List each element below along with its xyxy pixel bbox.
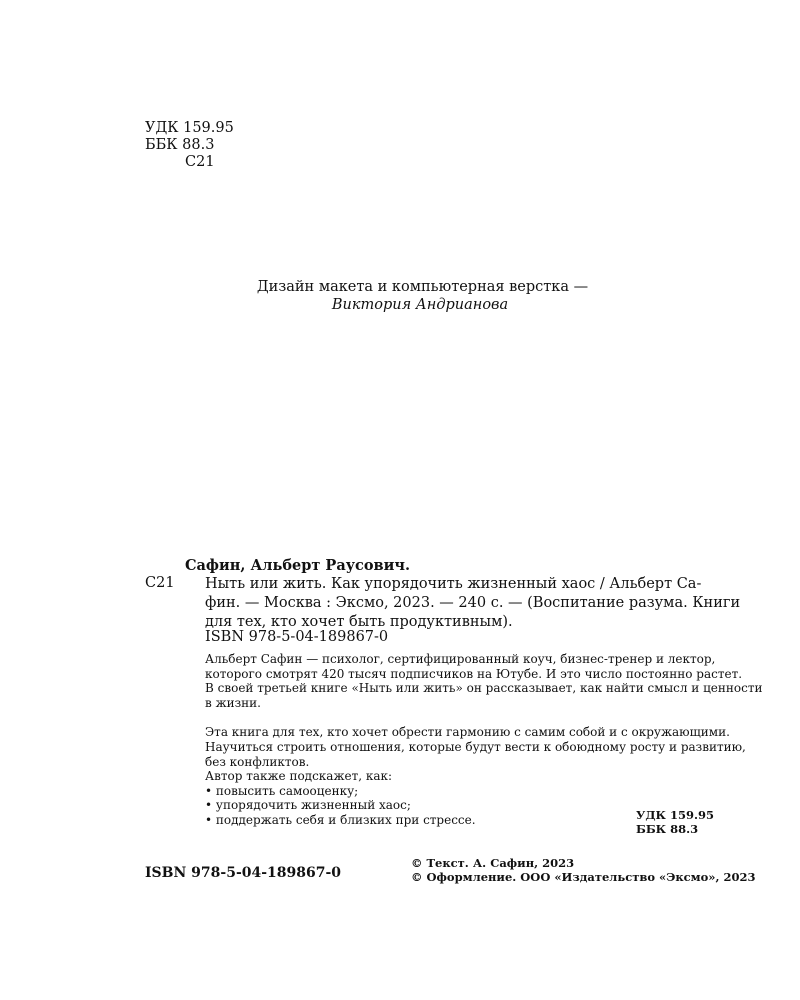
udk-code: УДК 159.95 bbox=[145, 120, 234, 136]
description-line: фин. — Москва : Эксмо, 2023. — 240 с. — (Воспитание разума. Книги bbox=[205, 595, 741, 611]
classification-codes bbox=[145, 120, 234, 171]
bibliographic-description bbox=[205, 575, 741, 632]
footer-isbn: ISBN 978-5-04-189867-0 bbox=[145, 865, 342, 881]
footer-udk: УДК 159.95 bbox=[636, 808, 715, 822]
abstract-bullet: • повысить самооценку; bbox=[205, 783, 359, 798]
abstract-bullet: • упорядочить жизненный хаос; bbox=[205, 798, 411, 813]
description-line: для тех, кто хочет быть продуктивным). bbox=[205, 614, 513, 630]
record-cutter-code: С21 bbox=[145, 575, 175, 591]
footer-codes bbox=[636, 808, 714, 836]
design-credit bbox=[0, 278, 800, 314]
footer-bbk: ББК 88.3 bbox=[636, 822, 699, 836]
cutter-code: С21 bbox=[185, 154, 215, 170]
abstract-line: которого смотрят 420 тысяч подписчиков на Ютубе. И это число постоянно растет. bbox=[205, 666, 743, 681]
abstract-line: Научиться строить отношения, которые будут вести к обоюдному росту и развитию, bbox=[205, 739, 746, 754]
abstract-line: без конфликтов. bbox=[205, 754, 310, 769]
abstract-intro: Автор также подскажет, как: bbox=[205, 769, 393, 784]
author-heading: Сафин, Альберт Раусович. bbox=[185, 557, 410, 574]
abstract-line: В своей третьей книге «Ныть или жить» он рассказывает, как найти смысл и ценности bbox=[205, 681, 763, 696]
bbk-code: ББК 88.3 bbox=[145, 137, 215, 153]
book-abstract bbox=[205, 652, 763, 828]
record-isbn: ISBN 978-5-04-189867-0 bbox=[205, 629, 389, 645]
abstract-bullet: • поддержать себя и близких при стрессе. bbox=[205, 812, 476, 827]
copyright-text: © Текст. А. Сафин, 2023 bbox=[411, 856, 575, 870]
abstract-line: в жизни. bbox=[205, 695, 261, 710]
design-credit-line: Дизайн макета и компьютерная верстка — bbox=[256, 279, 589, 295]
copyright-block bbox=[411, 856, 756, 884]
abstract-line: Альберт Сафин — психолог, сертифицированный коуч, бизнес-тренер и лектор, bbox=[205, 652, 716, 666]
copyright-design: © Оформление. ООО «Издательство «Эксмо», 2023 bbox=[411, 870, 756, 884]
designer-name: Виктория Андрианова bbox=[331, 297, 509, 313]
description-line: Ныть или жить. Как упорядочить жизненный хаос / Альберт Са- bbox=[205, 576, 702, 592]
abstract-line: Эта книга для тех, кто хочет обрести гармонию с самим собой и с окружающими. bbox=[205, 725, 730, 740]
